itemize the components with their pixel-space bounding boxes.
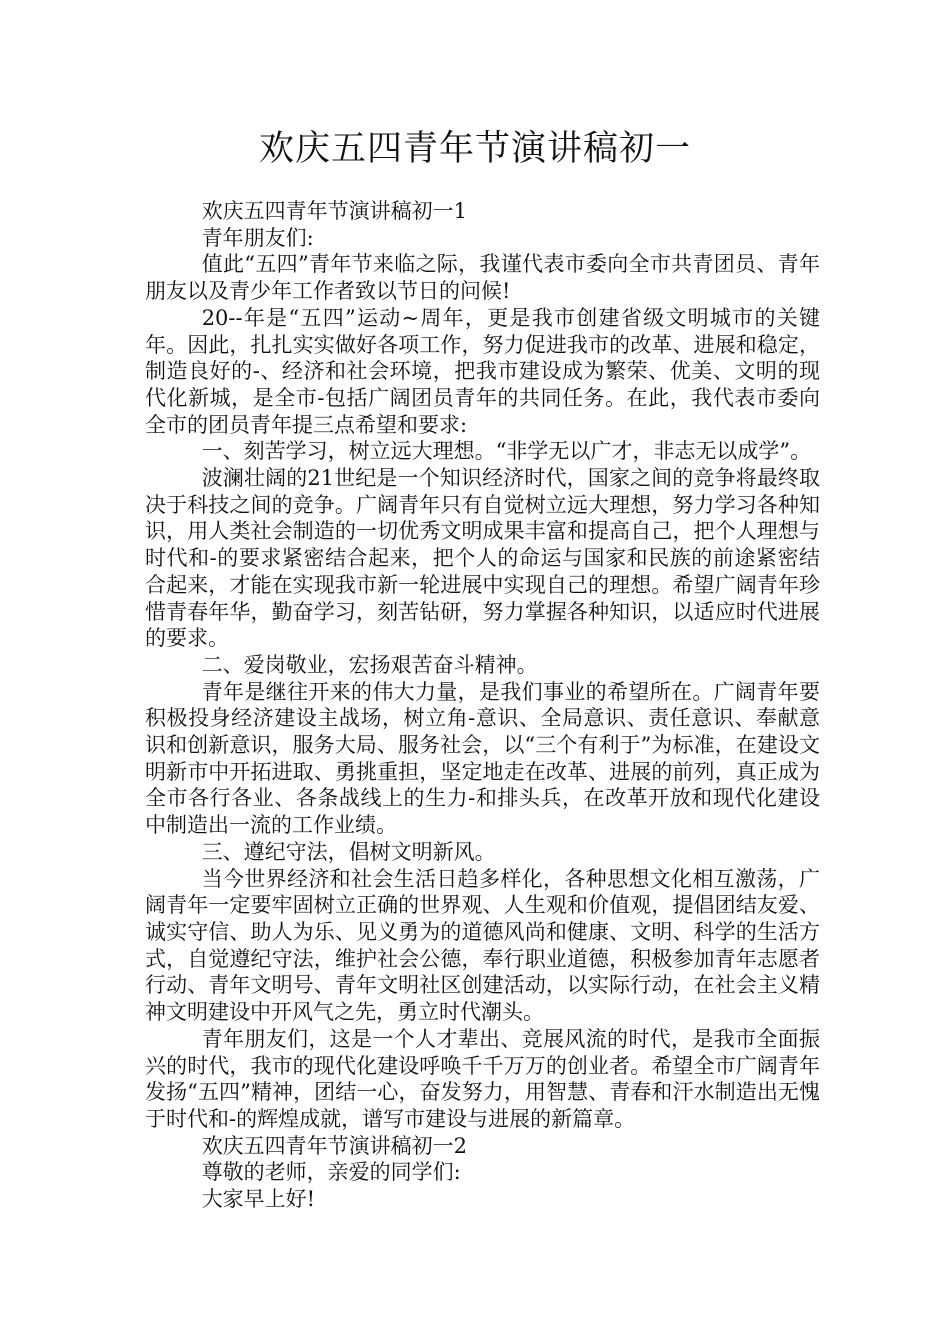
salutation: 青年朋友们:	[201, 225, 314, 250]
paragraph: 值此“五四”青年节来临之际，我谨代表市委向全市共青团员、青年朋友以及青少年工作者致以节日的问候!	[145, 252, 820, 304]
paragraph: 青年是继往开来的伟大力量，是我们事业的希望所在。广阔青年要积极投身经济建设主战场，树立角-意识、全局意识、责任意识、奉献意识和创新意识，服务大局、服务社会，以“三个有利于”为标准，在建设文明新市中开拓进取、勇挑重担，坚定地走在改革、进展的前列，真正成为全市各行各业、各条战线上的生力-和排头兵，在改革开放和现代化建设中制造出一流的工作业绩。	[145, 679, 820, 838]
point-heading-2: 二、爱岗敬业，宏扬艰苦奋斗精神。	[201, 652, 538, 677]
paragraph: 青年朋友们，这是一个人才辈出、竞展风流的时代，是我市全面振兴的时代，我市的现代化建设呼唤千千万万的创业者。希望全市广阔青年发扬“五四”精神，团结一心，奋发努力，用智慧、青春和汗水制造出无愧于时代和-的辉煌成就，谱写市建设与进展的新篇章。	[145, 1026, 820, 1131]
point-heading-3: 三、遵纪守法，倡树文明新风。	[201, 839, 496, 864]
paragraph: 当今世界经济和社会生活日趋多样化，各种思想文化相互激荡，广阔青年一定要牢固树立正确的世界观、人生观和价值观，提倡团结友爱、诚实守信、助人为乐、见义勇为的道德风尚和健康、文明、科学的生活方式，自觉遵纪守法，维护社会公德，奉行职业道德，积极参加青年志愿者行动、青年文明号、青年文明社区创建活动，以实际行动，在社会主义精神文明建设中开风气之先，勇立时代潮头。	[145, 866, 820, 1025]
greeting: 大家早上好!	[201, 1187, 316, 1212]
section-heading-1: 欢庆五四青年节演讲稿初一1	[201, 199, 468, 223]
document-body	[145, 198, 820, 1213]
paragraph: 20--年是“五四”运动~周年，更是我市创建省级文明城市的关键年。因此，扎扎实实做好各项工作，努力促进我市的改革、进展和稳定，制造良好的-、经济和社会环境，把我市建设成为繁荣、优美、文明的现代化新城，是全市-包括广阔团员青年的共同任务。在此，我代表市委向全市的团员青年提三点希望和要求:	[145, 305, 820, 437]
paragraph: 波澜壮阔的21世纪是一个知识经济时代，国家之间的竞争将最终取决于科技之间的竞争。广阔青年只有自觉树立远大理想，努力学习各种知识，用人类社会制造的一切优秀文明成果丰富和提高自己，把个人理想与时代和-的要求紧密结合起来，把个人的命运与国家和民族的前途紧密结合起来，才能在实现我市新一轮进展中实现自己的理想。希望广阔青年珍惜青春年华，勤奋学习，刻苦钻研，努力掌握各种知识，以适应时代进展的要求。	[145, 466, 820, 651]
point-heading-1: 一、刻苦学习，树立远大理想。“非学无以广才，非志无以成学”。	[201, 439, 812, 464]
section-heading-2: 欢庆五四青年节演讲稿初一2	[201, 1133, 468, 1158]
document-title: 欢庆五四青年节演讲稿初一	[258, 129, 691, 169]
salutation: 尊敬的老师，亲爱的同学们:	[201, 1160, 461, 1185]
